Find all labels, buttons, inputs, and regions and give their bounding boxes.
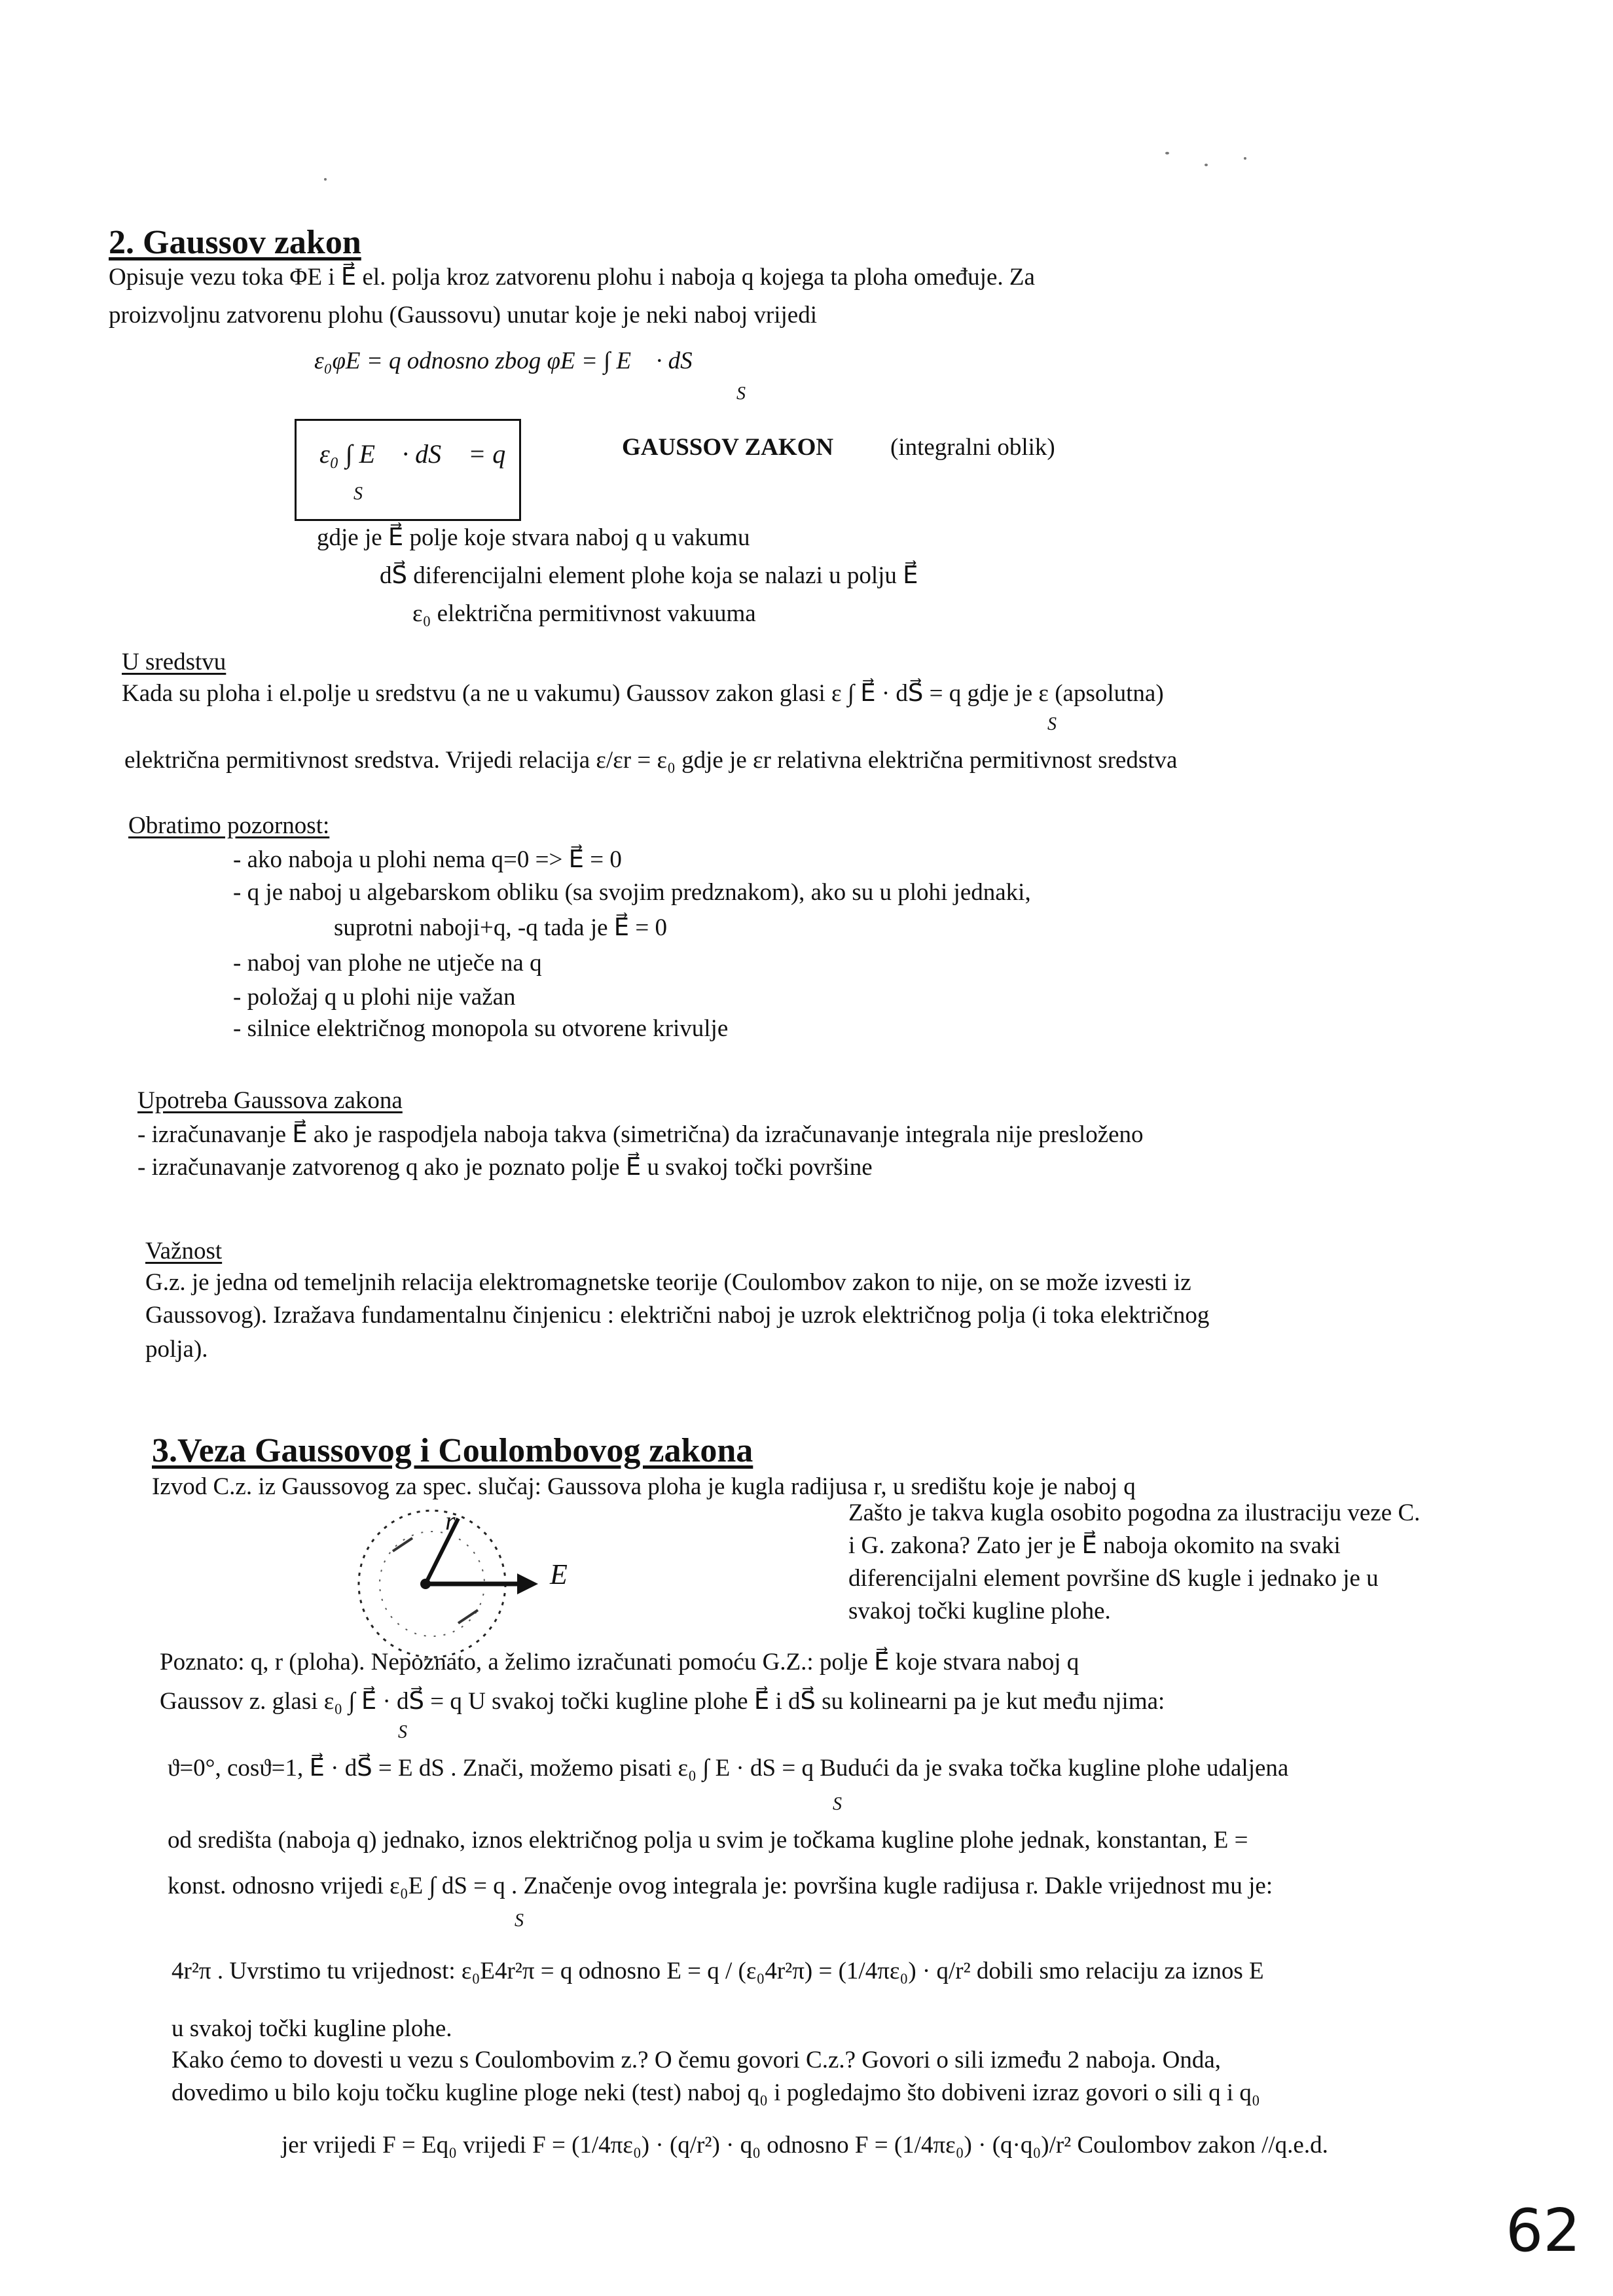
usage-item-1: - izračunavanje E⃗ ako je raspodjela naboja takva (simetrična) da izračunavanje integrala nije presloženo: [137, 1121, 1144, 1148]
gauss-says-line: Gaussov z. glasi ε₀ ∫ E⃗ · dS⃗ = q U svakoj točki kugline plohe E⃗ i dS⃗ su kolinearni pa je kut među njima:: [160, 1688, 1165, 1715]
figure-label-e: E⃗: [550, 1558, 590, 1590]
where-line-3: ε₀ električna permitivnost vakuuma: [412, 600, 756, 627]
importance-line-3: polja).: [145, 1336, 208, 1363]
where-line-2: dS⃗ diferencijalni element plohe koja se nalazi u polju E⃗: [380, 562, 918, 589]
usage-heading: Upotreba Gaussova zakona: [137, 1087, 403, 1114]
medium-line-1: Kada su ploha i el.polje u sredstvu (a ne u vakumu) Gaussov zakon glasi ε ∫ E⃗ · dS⃗ = q gdje je ε (apsolutna): [122, 680, 1164, 707]
theta-line-subscript: S: [833, 1794, 842, 1814]
const-line: konst. odnosno vrijedi ε₀E ∫ dS = q . Značenje ovog integrala je: površina kugle radijusa r. Dakle vrijednost mu je:: [168, 1873, 1273, 1899]
scan-speck: [1165, 152, 1169, 154]
gauss-law-form: (integralni oblik): [890, 434, 1055, 461]
section-3-intro: Izvod C.z. iz Gaussovog za spec. slučaj: Gaussova ploha je kugla radijusa r, u središtu koje je naboj q: [152, 1473, 1136, 1500]
note-item-1: - ako naboja u plohi nema q=0 => E⃗ = 0: [233, 846, 622, 873]
final-line: jer vrijedi F = Eq₀ vrijedi F = (1/4πε₀) · (q/r²) · q₀ odnosno F = (1/4πε₀) · (q·q₀)/r² Coulombov zakon //q.e.d.: [281, 2132, 1328, 2159]
theta-line: ϑ=0°, cosϑ=1, E⃗ · dS⃗ = E dS . Znači, možemo pisati ε₀ ∫ E · dS = q Budući da je svaka točka kugline plohe udaljena: [168, 1755, 1289, 1782]
page-number: 62: [1506, 2197, 1581, 2265]
why-line-4: svakoj točki kugline plohe.: [848, 1598, 1111, 1624]
why-line-3: diferencijalni element površine dS kugle i jednako je u: [848, 1565, 1379, 1592]
sphere-hatch: [393, 1538, 412, 1551]
note-item-5: - položaj q u plohi nije važan: [233, 984, 516, 1011]
scan-speck: [1205, 164, 1208, 166]
medium-heading: U sredstvu: [122, 649, 227, 675]
known-line: Poznato: q, r (ploha). Nepoznato, a želimo izračunati pomoću G.Z.: polje E⃗ koje stvara naboj q: [160, 1649, 1079, 1676]
where-line-1: gdje je E⃗ polje koje stvara naboj q u vakumu: [317, 524, 750, 551]
note-item-4: - naboj van plohe ne utječe na q: [233, 950, 542, 977]
flux-formula-subscript: S: [736, 384, 746, 404]
const-line-subscript: S: [515, 1910, 524, 1931]
note-item-2: - q je naboj u algebarskom obliku (sa svojim predznakom), ako su u plohi jednaki,: [233, 879, 1031, 906]
medium-line-2: električna permitivnost sredstva. Vrijedi relacija ε/εr = ε₀ gdje je εr relativna električna permitivnost sredstva: [124, 747, 1178, 774]
medium-line-1-subscript: S: [1047, 714, 1057, 734]
figure-label-r: r: [445, 1506, 456, 1535]
gauss-law-boxed-formula: ε₀ ∫ E⃗ · dS⃗ = q: [319, 439, 506, 469]
gauss-says-subscript: S: [398, 1722, 407, 1742]
gauss-law-title: GAUSSOV ZAKON: [622, 434, 834, 461]
coulomb-question-1: Kako ćemo to dovesti u vezu s Coulombovim z.? O čemu govori C.z.? Govori o sili između 2 naboja. Onda,: [172, 2047, 1222, 2073]
sphere-line: u svakoj točki kugline plohe.: [172, 2015, 452, 2042]
scan-speck: [324, 178, 327, 181]
scan-speck: [1244, 157, 1246, 160]
importance-line-1: G.z. je jedna od temeljnih relacija elektromagnetske teorije (Coulombov zakon to nije, on se može izvesti iz: [145, 1269, 1191, 1296]
gauss-sphere-figure: [327, 1499, 642, 1669]
section-3-heading: 3.Veza Gaussovog i Coulombovog zakona: [152, 1432, 753, 1469]
why-line-2: i G. zakona? Zato jer je E⃗ naboja okomito na svaki: [848, 1532, 1341, 1559]
note-item-6: - silnice električnog monopola su otvorene krivulje: [233, 1015, 729, 1042]
section-2-intro-line-1: Opisuje vezu toka ΦE i E⃗ el. polja kroz zatvorenu plohu i naboja q kojega ta ploha omeđuje. Za: [109, 264, 1035, 291]
importance-heading: Važnost: [145, 1238, 223, 1265]
coulomb-question-2: dovedimo u bilo koju točku kugline ploge neki (test) naboj q₀ i pogledajmo što dobiveni izraz govori o sili q i q₀: [172, 2079, 1260, 2106]
note-item-3: suprotni naboji+q, -q tada je E⃗ = 0: [334, 914, 668, 941]
usage-item-2: - izračunavanje zatvorenog q ako je poznato polje E⃗ u svakoj točki površine: [137, 1154, 873, 1181]
flux-formula: ε₀φE = q odnosno zbog φE = ∫ E⃗ · dS⃗: [314, 348, 712, 374]
field-vector-arrowhead: [517, 1573, 538, 1594]
gauss-law-box: [295, 419, 521, 521]
notes-heading: Obratimo pozornost:: [128, 812, 330, 839]
section-2-intro-line-2: proizvoljnu zatvorenu plohu (Gaussovu) unutar koje je neki naboj vrijedi: [109, 302, 817, 329]
sphere-hatch: [458, 1610, 478, 1623]
area-line: 4r²π . Uvrstimo tu vrijednost: ε₀E4r²π = q odnosno E = q / (ε₀4r²π) = (1/4πε₀) · q/r² dobili smo relaciju za iznos E: [172, 1958, 1264, 1984]
importance-line-2: Gaussovog). Izražava fundamentalnu činjenicu : električni naboj je uzrok električnog polja (i toka električnog: [145, 1302, 1210, 1329]
why-line-1: Zašto je takva kugla osobito pogodna za ilustraciju veze C.: [848, 1499, 1421, 1526]
gauss-law-boxed-subscript: S: [353, 484, 363, 504]
section-2-heading: 2. Gaussov zakon: [109, 224, 361, 261]
center-line: od središta (naboja q) jednako, iznos električnog polja u svim je točkama kugline plohe jednak, konstantan, E =: [168, 1827, 1248, 1854]
